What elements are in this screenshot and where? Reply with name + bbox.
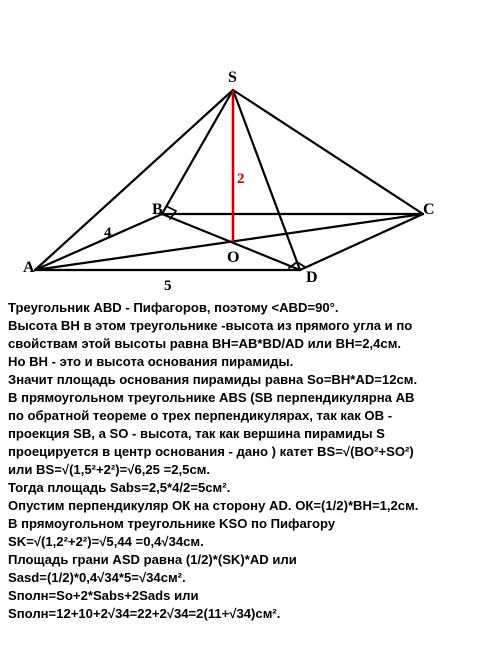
solution-line: проецируется в центр основания - дано ) катет BS=√(BO²+SO²) <box>8 444 414 459</box>
pyramid-figure <box>0 0 493 300</box>
edge-sc <box>233 90 423 214</box>
solution-line: Высота BH в этом треугольнике -высота из прямого угла и по <box>8 318 413 333</box>
label-o: O <box>227 249 240 266</box>
height-so-length: 2 <box>237 171 245 187</box>
label-s: S <box>228 69 237 86</box>
solution-line: свойствам этой высоты равна BH=AB*BD/AD или BH=2,4см. <box>8 336 402 351</box>
solution-line: Значит площадь основания пирамиды равна So=BH*AD=12см. <box>8 372 418 387</box>
label-b: B <box>152 201 163 218</box>
solution-line: Sполн=So+2*Sabs+2Sads или <box>8 588 199 603</box>
solution-line: Sasd=(1/2)*0,4√34*5=√34см². <box>8 570 186 585</box>
label-d: D <box>306 269 318 286</box>
solution-line: проекция SB, а SO - высота, так как вершина пирамиды S <box>8 426 385 441</box>
solution-line: В прямоугольном треугольнике ABS (SB перпендикулярна AB <box>8 390 415 405</box>
solution-line: Но BH - это и высота основания пирамиды. <box>8 354 294 369</box>
edge-ab-length: 4 <box>104 225 112 241</box>
label-a: A <box>23 259 35 276</box>
solution-line: Опустим перпендикуляр ОК на сторону AD. ОК=(1/2)*BH=1,2см. <box>8 498 419 513</box>
label-c: C <box>423 201 435 218</box>
solution-line: Sполн=12+10+2√34=22+2√34=2(11+√34)см². <box>8 606 281 621</box>
edge-ad-length: 5 <box>164 278 172 294</box>
solution-line: или BS=√(1,5²+2²)=√6,25 =2,5см. <box>8 462 211 477</box>
edge-sb <box>162 90 233 214</box>
solution-line: В прямоугольном треугольнике KSO по Пифагору <box>8 516 336 531</box>
pyramid-diagram <box>0 0 493 300</box>
solution-line: Тогда площадь Sabs=2,5*4/2=5см². <box>8 480 231 495</box>
solution-line: Площадь грани ASD равна (1/2)*(SK)*AD или <box>8 552 297 567</box>
edge-sa <box>35 90 233 270</box>
solution-line: по обратной теореме о трех перпендикулярах, так как OB - <box>8 408 393 423</box>
solution-text <box>8 299 492 623</box>
solution-line: Треугольник ABD - Пифагоров, поэтому <ABD=90°. <box>8 300 339 315</box>
solution-line: SK=√(1,2²+2²)=√5,44 =0,4√34см. <box>8 534 204 549</box>
